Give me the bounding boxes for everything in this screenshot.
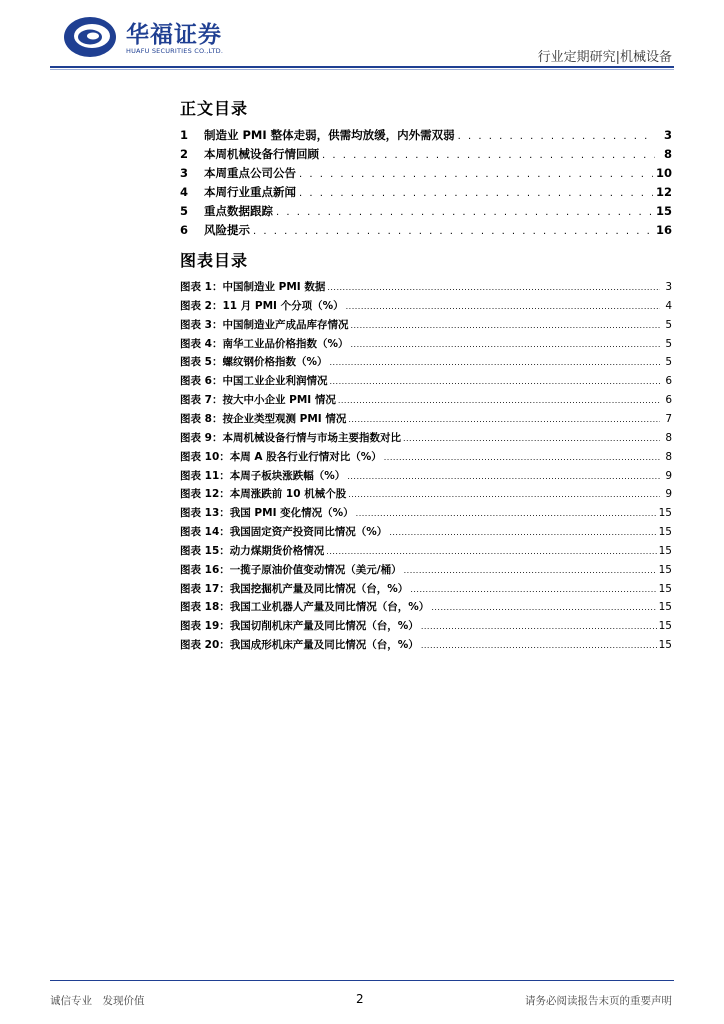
figure-entry-page: 9 (665, 488, 672, 501)
figure-entry-page: 15 (658, 563, 672, 576)
figure-entry-page: 6 (665, 375, 672, 388)
figure-entry-page: 3 (665, 281, 672, 293)
figure-entry-title: 本周 A 股各行业行情对比（%） (229, 450, 382, 463)
figure-entry-label: 图表 14： (180, 526, 230, 539)
toc-leader-dots (322, 150, 655, 161)
toc-entry-number: 5 (180, 204, 189, 218)
toc-leader-dots (299, 169, 653, 180)
figure-entry-title: 中国制造业产成品库存情况 (222, 318, 349, 331)
figure-entry-label: 图表 11： (180, 469, 230, 482)
figure-leader-dots (346, 302, 660, 311)
header-divider (50, 66, 674, 68)
figure-entry[interactable] (180, 581, 672, 599)
figure-entry[interactable] (180, 637, 672, 655)
toc-entry-title: 本周机械设备行情回顾 (204, 147, 319, 161)
figure-entry-label: 图表 12： (180, 488, 230, 501)
figure-entry-label: 图表 13： (180, 507, 230, 520)
toc-entry-page: 8 (663, 147, 672, 161)
figure-leader-dots (330, 358, 661, 367)
figure-entry-title: 11 月 PMI 个分项（%） (222, 299, 344, 312)
figure-entry-label: 图表 9： (180, 431, 223, 444)
footer-slogan: 诚信专业 发现价值 (50, 995, 145, 1007)
logo-text-cn: 华福证券 (126, 21, 222, 48)
figure-leader-dots (347, 472, 660, 481)
figure-leader-dots (351, 340, 661, 349)
figure-entry[interactable] (180, 505, 672, 523)
toc-entry-title: 本周重点公司公告 (204, 166, 296, 180)
figure-leader-dots (327, 283, 660, 292)
toc-entry-number: 6 (180, 223, 189, 237)
toc-entry[interactable] (180, 184, 672, 203)
toc-heading: 正文目录 (180, 99, 249, 118)
figure-entry-title: 本周机械设备行情与市场主要指数对比 (222, 431, 401, 444)
figure-entry[interactable] (180, 618, 672, 636)
figure-entry[interactable] (180, 562, 672, 580)
figure-entry-label: 图表 1： (180, 281, 223, 293)
figure-entry[interactable] (180, 336, 672, 354)
toc-entry[interactable] (180, 127, 672, 146)
figure-leader-dots (384, 453, 660, 462)
figure-leader-dots (348, 415, 660, 424)
figure-entry-page: 4 (665, 299, 672, 312)
logo-text-en: HUAFU SECURITIES CO.,LTD. (126, 47, 224, 55)
toc-entry-number: 4 (180, 185, 189, 199)
company-logo (62, 14, 262, 60)
figure-entry-page: 8 (665, 450, 672, 463)
figure-entry-page: 8 (665, 431, 672, 444)
figure-entry-title: 本周涨跌前 10 机械个股 (229, 488, 347, 501)
figure-entry[interactable] (180, 486, 672, 504)
figure-entry[interactable] (180, 599, 672, 617)
figure-entry[interactable] (180, 373, 672, 391)
figure-entry-label: 图表 19： (180, 620, 230, 633)
figure-entry[interactable] (180, 468, 672, 486)
figure-leader-dots (338, 396, 660, 405)
figure-leader-dots (356, 509, 657, 518)
footer-disclaimer: 请务必阅读报告末页的重要声明 (525, 995, 672, 1007)
figure-entry-label: 图表 18： (180, 601, 230, 614)
figure-entry[interactable] (180, 392, 672, 410)
toc-entry[interactable] (180, 222, 672, 241)
figure-entry-page: 15 (658, 582, 672, 595)
toc-entry-page: 3 (663, 128, 672, 142)
toc-entry-title: 重点数据跟踪 (204, 204, 273, 218)
figure-entry-label: 图表 15： (180, 544, 230, 557)
figure-entry[interactable] (180, 279, 672, 297)
figure-entry-page: 15 (658, 507, 672, 520)
toc-entry[interactable] (180, 203, 672, 222)
toc-leader-dots (253, 226, 653, 237)
figure-entry-title: 中国工业企业利润情况 (222, 375, 328, 388)
figure-entry-title: 按大中小企业 PMI 情况 (222, 394, 336, 407)
figure-leader-dots (404, 566, 657, 575)
toc-entry-title: 风险提示 (204, 223, 250, 237)
figure-entry-title: 南华工业品价格指数（%） (222, 337, 349, 350)
figure-entry-label: 图表 7： (180, 394, 223, 407)
figure-leader-dots (389, 528, 656, 537)
toc-entry-title: 本周行业重点新闻 (204, 185, 296, 199)
figure-entry-label: 图表 5： (180, 356, 223, 369)
page-number: 2 (356, 992, 364, 1006)
figure-entry-label: 图表 20： (180, 639, 230, 652)
figure-entry[interactable] (180, 449, 672, 467)
figure-entry-page: 9 (665, 469, 672, 482)
figure-entry-page: 15 (658, 526, 672, 539)
figure-entry-title: 中国制造业 PMI 数据 (222, 281, 326, 293)
toc-entry-title: 制造业 PMI 整体走弱，供需均放缓，内外需双弱 (204, 128, 455, 142)
header-divider-light (50, 69, 674, 70)
figure-entry-label: 图表 17： (180, 582, 230, 595)
toc-entry-page: 16 (655, 223, 672, 237)
figure-entry-label: 图表 10： (180, 450, 230, 463)
figure-entry-title: 一揽子原油价值变动情况（美元/桶） (229, 563, 402, 576)
toc-entry-page: 12 (655, 185, 672, 199)
toc-leader-dots (458, 131, 655, 142)
footer-divider (50, 980, 674, 981)
figure-entry-page: 15 (658, 544, 672, 557)
toc-leader-dots (299, 188, 653, 199)
figures-heading: 图表目录 (180, 251, 249, 270)
toc-entry-number: 2 (180, 147, 189, 161)
figure-entry-page: 6 (665, 394, 672, 407)
figure-entry-title: 按企业类型观测 PMI 情况 (222, 412, 347, 425)
toc-entry-page: 15 (655, 204, 672, 218)
figure-entry-page: 15 (658, 639, 672, 652)
figure-entry-label: 图表 2： (180, 299, 223, 312)
logo-swirl-icon (62, 14, 118, 60)
figure-entry[interactable] (180, 543, 672, 561)
figure-leader-dots (403, 434, 660, 443)
figure-entry[interactable] (180, 298, 672, 316)
figure-leader-dots (421, 641, 657, 650)
toc-entry[interactable] (180, 165, 672, 184)
figure-entry-title: 我国工业机器人产量及同比情况（台，%） (229, 601, 430, 614)
figure-entry[interactable] (180, 411, 672, 429)
figure-entry-page: 5 (665, 356, 672, 369)
figure-leader-dots (350, 321, 660, 330)
toc-entry-page: 10 (655, 166, 672, 180)
figure-entry-title: 我国 PMI 变化情况（%） (229, 507, 354, 520)
figure-entry-label: 图表 6： (180, 375, 223, 388)
figure-entry-label: 图表 4： (180, 337, 223, 350)
figure-entry-page: 15 (658, 601, 672, 614)
figure-entry-title: 本周子板块涨跌幅（%） (229, 469, 346, 482)
figure-entry-label: 图表 3： (180, 318, 223, 331)
figure-entry-title: 我国切削机床产量及同比情况（台，%） (229, 620, 419, 633)
figure-entry-page: 5 (665, 318, 672, 331)
figure-entry-title: 我国挖掘机产量及同比情况（台，%） (229, 582, 409, 595)
toc-entry-number: 1 (180, 128, 189, 142)
figure-entry-page: 5 (665, 337, 672, 350)
figure-leader-dots (326, 547, 656, 556)
figure-entry-page: 7 (665, 412, 672, 425)
figure-leader-dots (421, 622, 657, 631)
figure-leader-dots (329, 377, 660, 386)
toc-entry-number: 3 (180, 166, 189, 180)
figure-entry[interactable] (180, 354, 672, 372)
figure-entry-title: 我国固定资产投资同比情况（%） (229, 526, 388, 539)
figure-leader-dots (348, 490, 660, 499)
figure-entry-title: 动力煤期货价格情况 (229, 544, 325, 557)
figure-entry-title: 螺纹钢价格指数（%） (222, 356, 328, 369)
toc-leader-dots (276, 207, 653, 218)
figure-leader-dots (410, 585, 656, 594)
toc-entry[interactable] (180, 146, 672, 165)
figure-entry-page: 15 (658, 620, 672, 633)
figure-entry[interactable] (180, 524, 672, 542)
figure-leader-dots (431, 603, 656, 612)
figure-entry-title: 我国成形机床产量及同比情况（台，%） (229, 639, 419, 652)
figure-entry-label: 图表 8： (180, 412, 223, 425)
figure-entry[interactable] (180, 430, 672, 448)
report-category: 行业定期研究|机械设备 (537, 50, 672, 65)
figure-entry[interactable] (180, 317, 672, 335)
figure-entry-label: 图表 16： (180, 563, 230, 576)
